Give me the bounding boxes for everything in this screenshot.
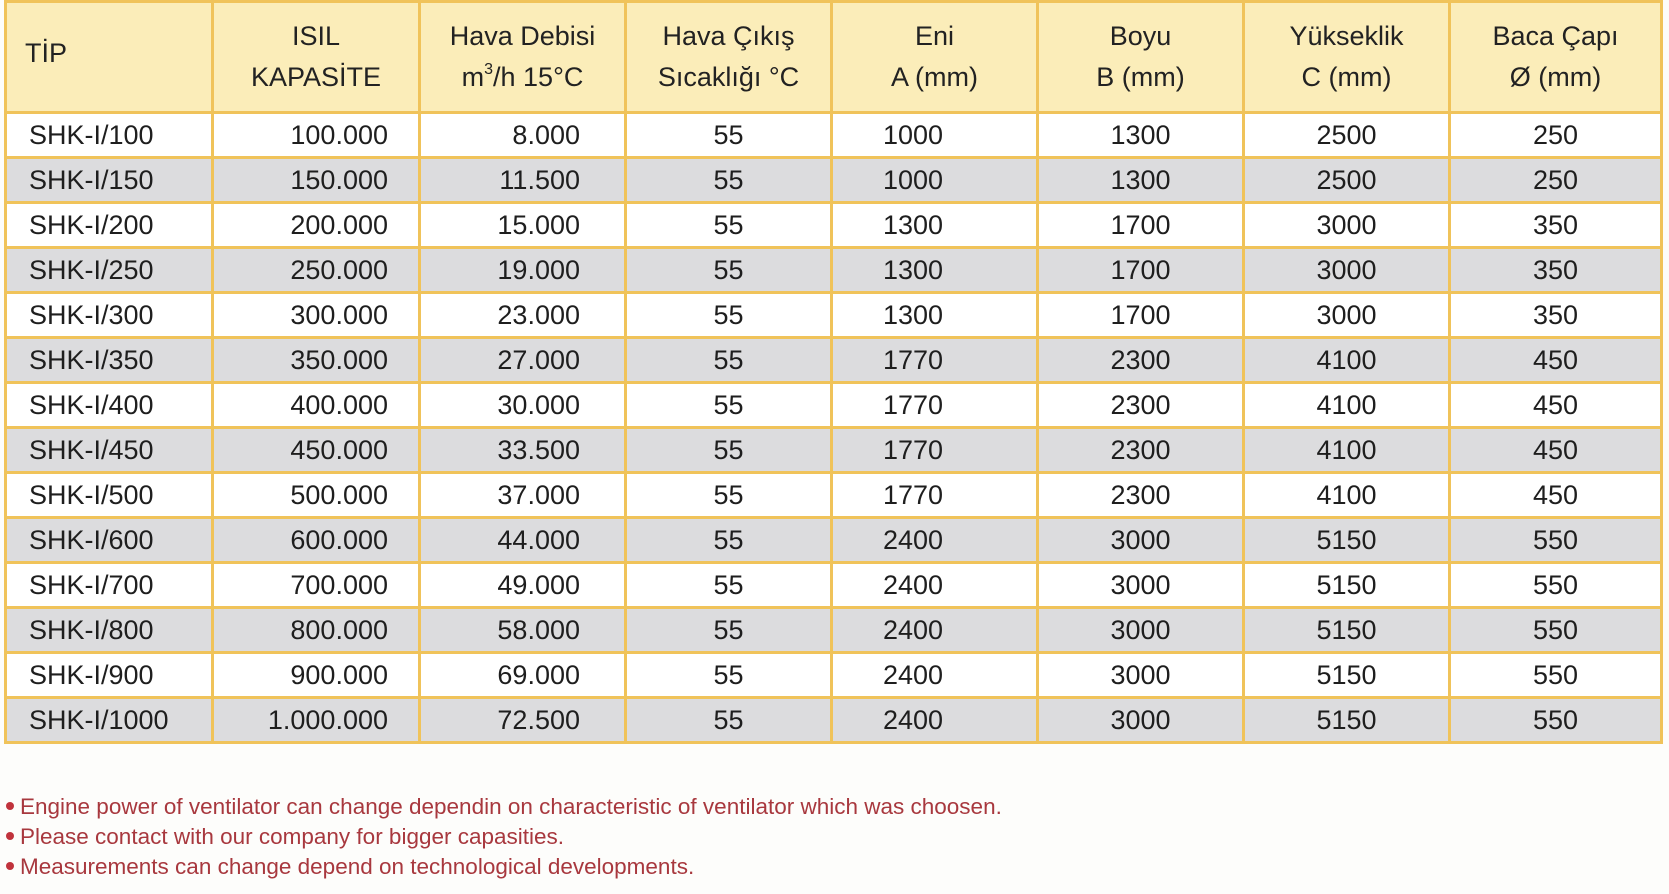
cell-thermal-capacity: 500.000 xyxy=(213,473,420,518)
cell-outlet-temperature: 55 xyxy=(626,158,832,203)
cell-airflow: 44.000 xyxy=(420,518,626,563)
cell-height: 3000 xyxy=(1244,293,1450,338)
cell-width: 2400 xyxy=(832,563,1038,608)
cell-chimney-diameter: 450 xyxy=(1450,383,1662,428)
cell-thermal-capacity: 100.000 xyxy=(213,113,420,158)
cell-outlet-temperature: 55 xyxy=(626,383,832,428)
cell-width: 2400 xyxy=(832,698,1038,743)
cell-length: 1700 xyxy=(1038,293,1244,338)
cell-airflow: 72.500 xyxy=(420,698,626,743)
cell-width: 1770 xyxy=(832,428,1038,473)
cell-type: SHK-I/700 xyxy=(6,563,213,608)
header-airflow-line1: Hava Debisi xyxy=(449,21,596,51)
cell-chimney-diameter: 450 xyxy=(1450,338,1662,383)
header-height xyxy=(1244,2,1450,113)
cell-thermal-capacity: 1.000.000 xyxy=(213,698,420,743)
cell-chimney-diameter: 550 xyxy=(1450,698,1662,743)
header-chimney-diameter xyxy=(1450,2,1662,113)
cell-type: SHK-I/900 xyxy=(6,653,213,698)
cell-airflow: 23.000 xyxy=(420,293,626,338)
cell-type: SHK-I/300 xyxy=(6,293,213,338)
cell-type: SHK-I/500 xyxy=(6,473,213,518)
header-airflow-line2 xyxy=(421,57,624,98)
header-chimney-diameter-line2: Ø (mm) xyxy=(1509,62,1602,92)
footnote-item xyxy=(6,852,1646,882)
cell-length: 3000 xyxy=(1038,518,1244,563)
cell-chimney-diameter: 450 xyxy=(1450,428,1662,473)
footnote-text: Engine power of ventilator can change dependin on characteristic of ventilator which was choosen. xyxy=(20,794,1002,819)
header-height-line2: C (mm) xyxy=(1301,62,1392,92)
cell-height: 4100 xyxy=(1244,473,1450,518)
cell-type: SHK-I/1000 xyxy=(6,698,213,743)
header-chimney-diameter-line1: Baca Çapı xyxy=(1492,21,1619,51)
cell-length: 3000 xyxy=(1038,608,1244,653)
cell-outlet-temperature: 55 xyxy=(626,563,832,608)
header-outlet-temperature xyxy=(626,2,832,113)
cell-outlet-temperature: 55 xyxy=(626,113,832,158)
header-airflow xyxy=(420,2,626,113)
header-outlet-temperature-line1: Hava Çıkış xyxy=(662,21,795,51)
cell-height: 2500 xyxy=(1244,158,1450,203)
cell-thermal-capacity: 900.000 xyxy=(213,653,420,698)
cell-thermal-capacity: 450.000 xyxy=(213,428,420,473)
bullet-icon xyxy=(6,802,14,810)
cell-chimney-diameter: 350 xyxy=(1450,293,1662,338)
table-row xyxy=(6,203,1662,248)
header-airflow-unit-exponent: 3 xyxy=(484,61,494,78)
cell-outlet-temperature: 55 xyxy=(626,653,832,698)
cell-thermal-capacity: 150.000 xyxy=(213,158,420,203)
cell-type: SHK-I/200 xyxy=(6,203,213,248)
cell-airflow: 11.500 xyxy=(420,158,626,203)
header-length xyxy=(1038,2,1244,113)
cell-width: 1000 xyxy=(832,158,1038,203)
cell-height: 5150 xyxy=(1244,698,1450,743)
table-row xyxy=(6,698,1662,743)
cell-height: 4100 xyxy=(1244,428,1450,473)
cell-airflow: 49.000 xyxy=(420,563,626,608)
cell-width: 1770 xyxy=(832,473,1038,518)
cell-airflow: 33.500 xyxy=(420,428,626,473)
cell-length: 1700 xyxy=(1038,248,1244,293)
header-length-line2: B (mm) xyxy=(1096,62,1185,92)
header-type xyxy=(6,2,213,113)
cell-height: 3000 xyxy=(1244,248,1450,293)
header-thermal-capacity xyxy=(213,2,420,113)
bullet-icon xyxy=(6,832,14,840)
cell-outlet-temperature: 55 xyxy=(626,518,832,563)
header-type-label: TİP xyxy=(25,38,68,68)
cell-type: SHK-I/800 xyxy=(6,608,213,653)
header-height-line1: Yükseklik xyxy=(1289,21,1404,51)
footnotes xyxy=(6,792,1646,882)
table-row xyxy=(6,653,1662,698)
cell-thermal-capacity: 400.000 xyxy=(213,383,420,428)
cell-airflow: 19.000 xyxy=(420,248,626,293)
cell-outlet-temperature: 55 xyxy=(626,698,832,743)
cell-thermal-capacity: 350.000 xyxy=(213,338,420,383)
header-thermal-capacity-line2: KAPASİTE xyxy=(250,62,382,92)
cell-length: 2300 xyxy=(1038,338,1244,383)
cell-width: 1300 xyxy=(832,293,1038,338)
header-thermal-capacity-line1: ISIL xyxy=(291,21,341,51)
cell-length: 2300 xyxy=(1038,383,1244,428)
header-airflow-unit-prefix: m xyxy=(461,62,485,92)
cell-outlet-temperature: 55 xyxy=(626,473,832,518)
cell-chimney-diameter: 250 xyxy=(1450,113,1662,158)
cell-type: SHK-I/450 xyxy=(6,428,213,473)
table-row xyxy=(6,158,1662,203)
footnote-text: Measurements can change depend on technological developments. xyxy=(20,854,695,879)
cell-height: 4100 xyxy=(1244,383,1450,428)
cell-airflow: 69.000 xyxy=(420,653,626,698)
cell-thermal-capacity: 200.000 xyxy=(213,203,420,248)
cell-length: 2300 xyxy=(1038,428,1244,473)
table-row xyxy=(6,293,1662,338)
cell-length: 3000 xyxy=(1038,698,1244,743)
cell-outlet-temperature: 55 xyxy=(626,338,832,383)
cell-outlet-temperature: 55 xyxy=(626,293,832,338)
cell-airflow: 58.000 xyxy=(420,608,626,653)
footnote-item xyxy=(6,822,1646,852)
header-width-line1: Eni xyxy=(914,21,955,51)
cell-width: 1770 xyxy=(832,383,1038,428)
cell-type: SHK-I/250 xyxy=(6,248,213,293)
cell-width: 2400 xyxy=(832,518,1038,563)
table-header-row xyxy=(6,2,1662,113)
cell-thermal-capacity: 600.000 xyxy=(213,518,420,563)
cell-thermal-capacity: 800.000 xyxy=(213,608,420,653)
cell-chimney-diameter: 250 xyxy=(1450,158,1662,203)
cell-width: 1770 xyxy=(832,338,1038,383)
cell-thermal-capacity: 250.000 xyxy=(213,248,420,293)
table-row xyxy=(6,518,1662,563)
table-row xyxy=(6,113,1662,158)
header-length-line1: Boyu xyxy=(1109,21,1172,51)
cell-airflow: 30.000 xyxy=(420,383,626,428)
table-row xyxy=(6,608,1662,653)
table-row xyxy=(6,563,1662,608)
table-row xyxy=(6,248,1662,293)
cell-thermal-capacity: 700.000 xyxy=(213,563,420,608)
cell-type: SHK-I/400 xyxy=(6,383,213,428)
cell-height: 5150 xyxy=(1244,563,1450,608)
cell-outlet-temperature: 55 xyxy=(626,203,832,248)
cell-height: 5150 xyxy=(1244,653,1450,698)
cell-length: 1700 xyxy=(1038,203,1244,248)
cell-width: 1300 xyxy=(832,203,1038,248)
cell-outlet-temperature: 55 xyxy=(626,428,832,473)
table-row xyxy=(6,428,1662,473)
cell-length: 2300 xyxy=(1038,473,1244,518)
cell-height: 2500 xyxy=(1244,113,1450,158)
cell-type: SHK-I/600 xyxy=(6,518,213,563)
cell-width: 1300 xyxy=(832,248,1038,293)
cell-height: 5150 xyxy=(1244,608,1450,653)
cell-chimney-diameter: 550 xyxy=(1450,518,1662,563)
footnote-text: Please contact with our company for bigger capasities. xyxy=(20,824,565,849)
table-body xyxy=(6,113,1662,743)
cell-chimney-diameter: 350 xyxy=(1450,203,1662,248)
cell-chimney-diameter: 550 xyxy=(1450,608,1662,653)
specification-table xyxy=(4,0,1663,744)
cell-width: 1000 xyxy=(832,113,1038,158)
table-row xyxy=(6,338,1662,383)
cell-type: SHK-I/100 xyxy=(6,113,213,158)
cell-height: 5150 xyxy=(1244,518,1450,563)
cell-outlet-temperature: 55 xyxy=(626,248,832,293)
cell-airflow: 15.000 xyxy=(420,203,626,248)
header-width xyxy=(832,2,1038,113)
cell-outlet-temperature: 55 xyxy=(626,608,832,653)
cell-height: 4100 xyxy=(1244,338,1450,383)
cell-thermal-capacity: 300.000 xyxy=(213,293,420,338)
cell-length: 1300 xyxy=(1038,158,1244,203)
bullet-icon xyxy=(6,862,14,870)
cell-length: 1300 xyxy=(1038,113,1244,158)
cell-type: SHK-I/150 xyxy=(6,158,213,203)
cell-chimney-diameter: 450 xyxy=(1450,473,1662,518)
cell-height: 3000 xyxy=(1244,203,1450,248)
cell-chimney-diameter: 350 xyxy=(1450,248,1662,293)
cell-airflow: 37.000 xyxy=(420,473,626,518)
cell-chimney-diameter: 550 xyxy=(1450,653,1662,698)
header-outlet-temperature-line2: Sıcaklığı °C xyxy=(657,62,800,92)
cell-width: 2400 xyxy=(832,653,1038,698)
cell-width: 2400 xyxy=(832,608,1038,653)
cell-type: SHK-I/350 xyxy=(6,338,213,383)
cell-length: 3000 xyxy=(1038,653,1244,698)
cell-chimney-diameter: 550 xyxy=(1450,563,1662,608)
header-width-line2: A (mm) xyxy=(891,62,978,92)
footnote-item xyxy=(6,792,1646,822)
cell-airflow: 8.000 xyxy=(420,113,626,158)
header-airflow-unit-suffix: /h 15°C xyxy=(493,62,584,92)
table-row xyxy=(6,383,1662,428)
table-row xyxy=(6,473,1662,518)
cell-airflow: 27.000 xyxy=(420,338,626,383)
cell-length: 3000 xyxy=(1038,563,1244,608)
